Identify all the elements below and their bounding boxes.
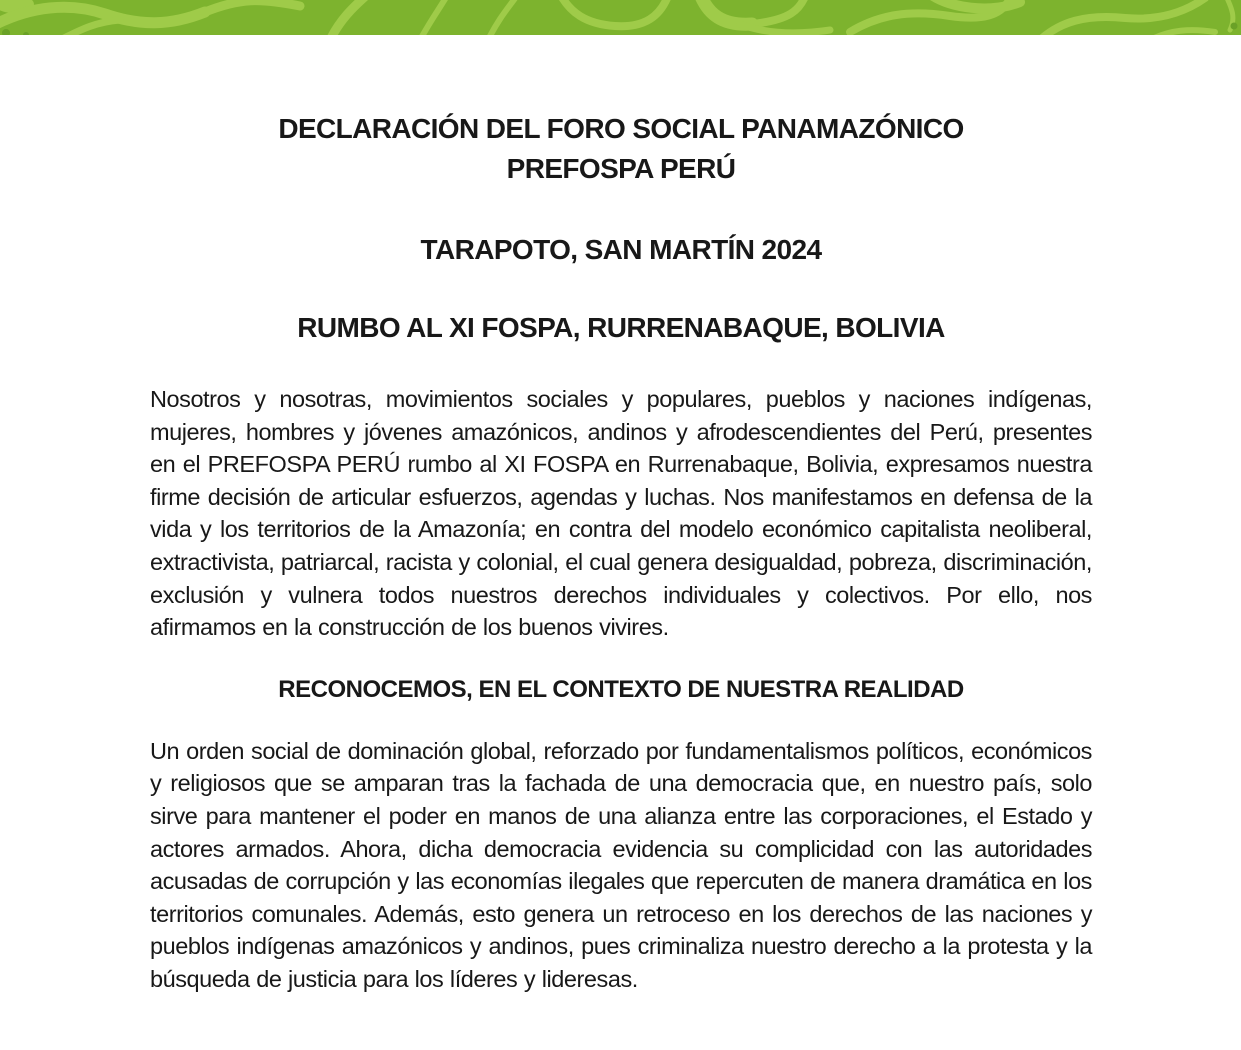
route-heading: RUMBO AL XI FOSPA, RURRENABAQUE, BOLIVIA [297,312,945,343]
document-title [150,109,1092,189]
banner-vine-pattern-graphic [0,0,1241,35]
document-title-line1: DECLARACIÓN DEL FORO SOCIAL PANAMAZÓNICO [278,113,964,144]
section-heading: RECONOCEMOS, EN EL CONTEXTO DE NUESTRA REALIDAD [278,675,964,703]
intro-paragraph: Nosotros y nosotras, movimientos sociales y populares, pueblos y naciones indígenas, mujeres, hombres y jóvenes amazónicos, andinos y afrodescendientes del Perú, presentes en el PREFOSPA PERÚ rumbo al XI FOSPA en Rurrenabaque, Bolivia, expresamos nuestra firme decisión de articular esfuerzos, agendas y luchas. Nos manifestamos en defensa de la vida y los territorios de la Amazonía; en contra del modelo económico capitalista neoliberal, extractivista, patriarcal, racista y colonial, el cual genera desigualdad, pobreza, discriminación, exclusión y vulnera todos nuestros derechos individuales y colectivos. Por ello, nos afirmamos en la construcción de los buenos vivires. [150,386,1092,641]
decorative-green-banner [0,0,1241,35]
document-body [0,109,1241,996]
context-paragraph: Un orden social de dominación global, reforzado por fundamentalismos políticos, económicos y religiosos que se amparan tras la fachada de una democracia que, en nuestro país, solo sirve para mantener el poder en manos de una alianza entre las corporaciones, el Estado y actores armados. Ahora, dicha democracia evidencia su complicidad con las autoridades acusadas de corrupción y las economías ilegales que repercuten de manera dramática en los territorios comunales. Además, esto genera un retroceso en los derechos de las naciones y pueblos indígenas amazónicos y andinos, pues criminaliza nuestro derecho a la protesta y la búsqueda de justicia para los líderes y lideresas. [150,737,1092,992]
document-title-line2: PREFOSPA PERÚ [506,153,736,184]
event-location-heading: TARAPOTO, SAN MARTÍN 2024 [420,234,822,265]
